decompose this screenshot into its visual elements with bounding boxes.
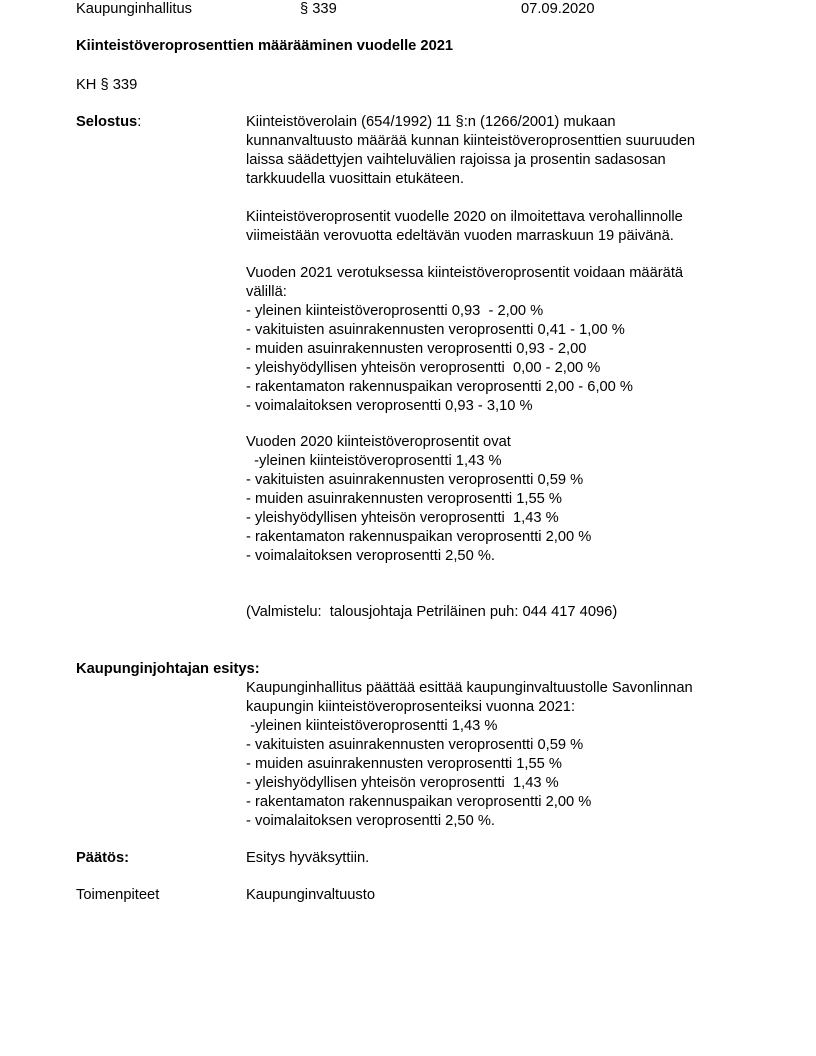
- esitys-line: Kaupunginhallitus päättää esittää kaupunginvaltuustolle Savonlinnan: [246, 680, 693, 696]
- selostus-label-text: Selostus: [76, 114, 138, 130]
- selostus-p3-line: - muiden asuinrakennusten veroprosentti 0,93 - 2,00: [246, 341, 587, 357]
- esitys-line: - voimalaitoksen veroprosentti 2,50 %.: [246, 813, 495, 829]
- esitys-line: kaupungin kiinteistöveroprosenteiksi vuonna 2021:: [246, 699, 576, 715]
- header-section: § 339: [300, 1, 337, 17]
- header-date: 07.09.2020: [521, 1, 595, 17]
- selostus-p4-line: -yleinen kiinteistöveroprosentti 1,43 %: [246, 453, 502, 469]
- esitys-line: - yleishyödyllisen yhteisön veroprosentti 1,43 %: [246, 775, 559, 791]
- selostus-p3-line: - voimalaitoksen veroprosentti 0,93 - 3,10 %: [246, 398, 533, 414]
- selostus-p3-line: - yleishyödyllisen yhteisön veroprosentti 0,00 - 2,00 %: [246, 360, 601, 376]
- toimenpiteet-text: Kaupunginvaltuusto: [246, 887, 376, 903]
- selostus-p4-line: - voimalaitoksen veroprosentti 2,50 %.: [246, 548, 495, 564]
- selostus-p4-line: - yleishyödyllisen yhteisön veroprosentti 1,43 %: [246, 510, 559, 526]
- document-title: Kiinteistöveroprosenttien määrääminen vuodelle 2021: [76, 38, 454, 54]
- selostus-p2-line: viimeistään verovuotta edeltävän vuoden marraskuun 19 päivänä.: [246, 228, 674, 244]
- section-reference: KH § 339: [76, 77, 138, 93]
- esitys-line: - muiden asuinrakennusten veroprosentti 1,55 %: [246, 756, 562, 772]
- selostus-p3-line: - vakituisten asuinrakennusten veroprosentti 0,41 - 1,00 %: [246, 322, 625, 338]
- selostus-p4-line: Vuoden 2020 kiinteistöveroprosentit ovat: [246, 434, 511, 450]
- selostus-p4-line: - muiden asuinrakennusten veroprosentti 1,55 %: [246, 491, 562, 507]
- selostus-p1-line: tarkkuudella vuosittain etukäteen.: [246, 171, 465, 187]
- toimenpiteet-label: Toimenpiteet: [76, 887, 160, 903]
- esitys-label: Kaupunginjohtajan esitys:: [76, 661, 260, 677]
- paatos-label: Päätös:: [76, 850, 130, 866]
- selostus-p2-line: Kiinteistöveroprosentit vuodelle 2020 on ilmoitettava verohallinnolle: [246, 209, 683, 225]
- paatos-text: Esitys hyväksyttiin.: [246, 850, 370, 866]
- selostus-p4-line: - rakentamaton rakennuspaikan veroprosentti 2,00 %: [246, 529, 592, 545]
- header-organ: Kaupunginhallitus: [76, 1, 192, 17]
- esitys-line: -yleinen kiinteistöveroprosentti 1,43 %: [246, 718, 498, 734]
- selostus-p1-line: kunnanvaltuusto määrää kunnan kiinteistöveroprosenttien suuruuden: [246, 133, 696, 149]
- preparer-note: (Valmistelu: talousjohtaja Petriläinen puh: 044 417 4096): [246, 604, 618, 620]
- selostus-p3-line: välillä:: [246, 284, 287, 300]
- selostus-label: [76, 113, 141, 132]
- selostus-p3-line: - rakentamaton rakennuspaikan veroprosentti 2,00 - 6,00 %: [246, 379, 633, 395]
- selostus-label-suffix: :: [137, 114, 142, 130]
- selostus-p1-line: laissa säädettyjen vaihteluvälien rajoissa ja prosentin sadasosan: [246, 152, 666, 168]
- selostus-p3-line: - yleinen kiinteistöveroprosentti 0,93 - 2,00 %: [246, 303, 544, 319]
- esitys-line: - rakentamaton rakennuspaikan veroprosentti 2,00 %: [246, 794, 592, 810]
- selostus-p3-line: Vuoden 2021 verotuksessa kiinteistöveroprosentit voidaan määrätä: [246, 265, 684, 281]
- esitys-line: - vakituisten asuinrakennusten veroprosentti 0,59 %: [246, 737, 584, 753]
- selostus-p4-line: - vakituisten asuinrakennusten veroprosentti 0,59 %: [246, 472, 584, 488]
- selostus-p1-line: Kiinteistöverolain (654/1992) 11 §:n (1266/2001) mukaan: [246, 114, 616, 130]
